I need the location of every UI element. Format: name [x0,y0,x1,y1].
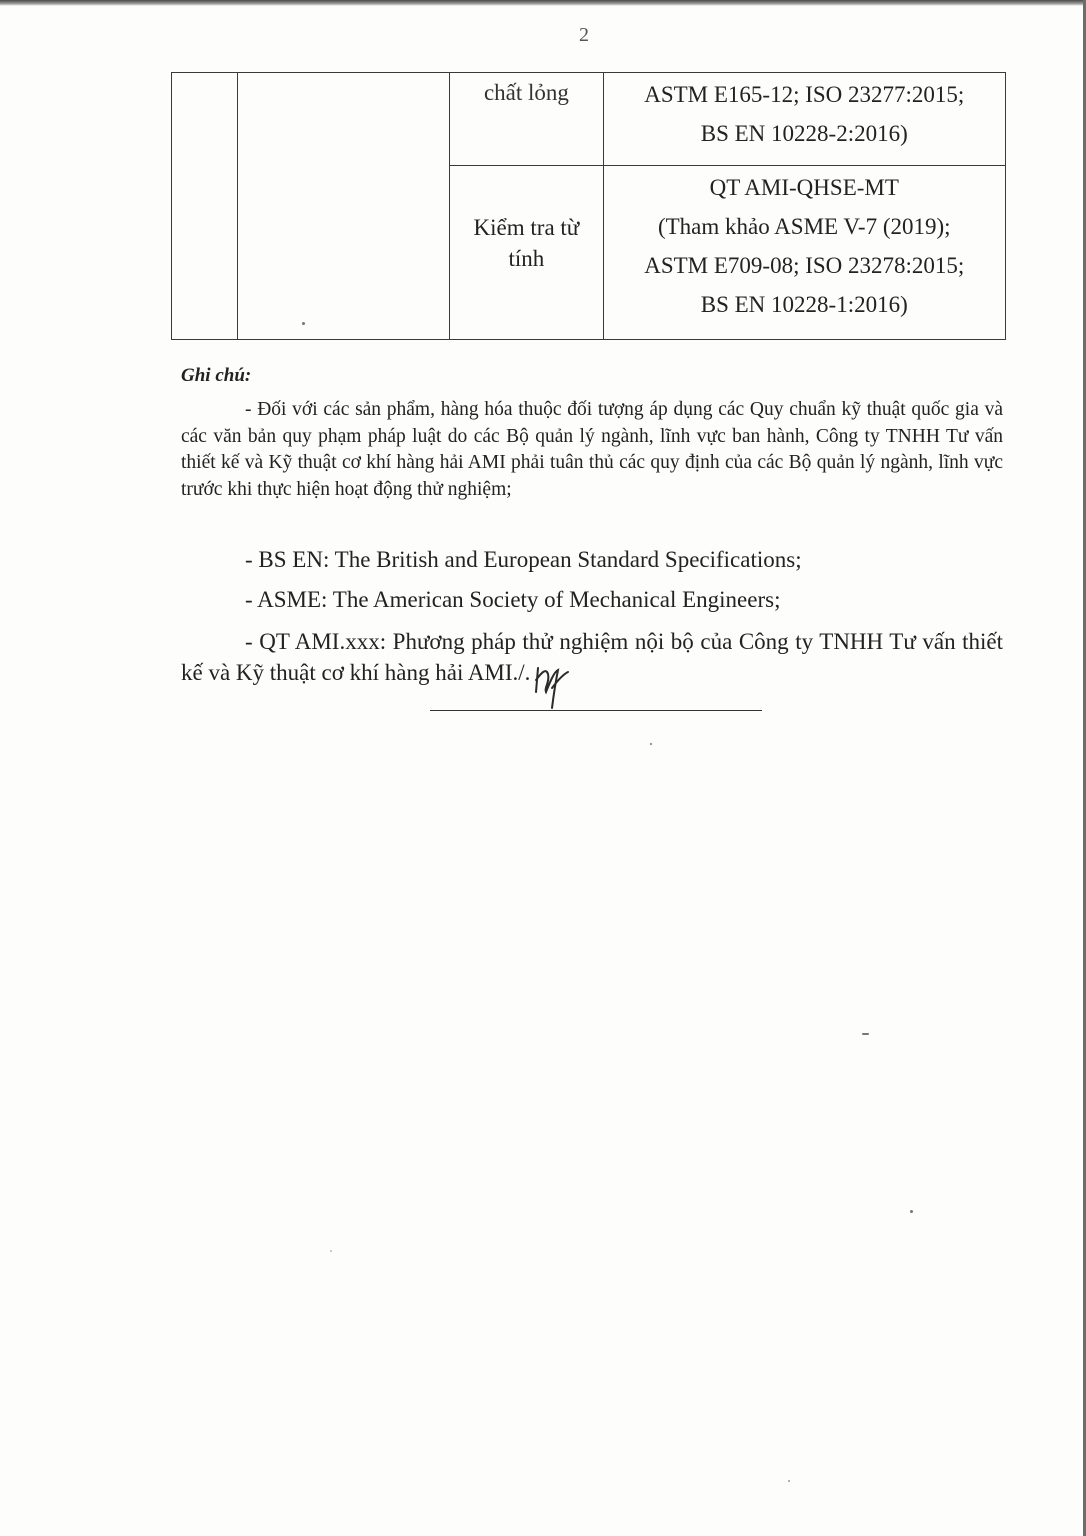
note-item: - ASME: The American Society of Mechanical Engineers; [245,587,781,612]
scan-speck [330,1250,332,1252]
notes-heading: Ghi chú: [181,365,252,386]
note-item: - BS EN: The British and European Standard Specifications; [245,547,802,572]
scan-speck [910,1210,913,1213]
method-line: BS EN 10228-2:2016) [700,121,908,146]
table-cell-index [172,73,238,340]
test-name: chất lỏng [483,80,569,105]
method-line: ASTM E709-08; ISO 23278:2015; [644,253,965,278]
table-cell-test [450,73,603,166]
table-cell-test [450,166,603,340]
scan-speck [862,1033,869,1035]
table-cell-method [603,166,1006,340]
scan-speck [650,743,652,745]
note-item-text: - QT AMI.xxx: Phương pháp thử nghiệm nội bộ của Công ty TNHH Tư vấn thiết kế và Kỹ thuật cơ khí hàng hải AMI./. [181,629,1003,685]
test-methods-table [171,72,1006,340]
method-line: BS EN 10228-1:2016) [700,292,908,317]
method-line: QT AMI-QHSE-MT [709,175,899,200]
scan-speck [788,1480,790,1482]
note-item: - Đối với các sản phẩm, hàng hóa thuộc đối tượng áp dụng các Quy chuẩn kỹ thuật quốc gia và các văn bản quy phạm pháp luật do các Bộ quản lý ngành, lĩnh vực ban hành, Công ty TNHH Tư vấn thiết kế và Kỹ thuật cơ khí hàng hải AMI phải tuân thủ các quy định của các Bộ quản lý ngành, lĩnh vực trước khi thực hiện hoạt động thử nghiệm; [181,399,1003,500]
test-name-line: Kiểm tra từ [473,215,580,240]
page-number: 2 [579,24,589,46]
handwritten-initials-icon [532,658,572,710]
note-item-last [181,626,1003,710]
test-name-line: tính [508,246,545,271]
table-row [172,73,1006,166]
method-line: (Tham khảo ASME V-7 (2019); [657,214,951,239]
method-line: ASTM E165-12; ISO 23277:2015; [644,82,965,107]
scan-speck [302,322,305,325]
table-cell-method [603,73,1006,166]
table-cell-product [238,73,450,340]
scan-top-edge [0,0,1086,6]
end-divider [430,710,762,711]
